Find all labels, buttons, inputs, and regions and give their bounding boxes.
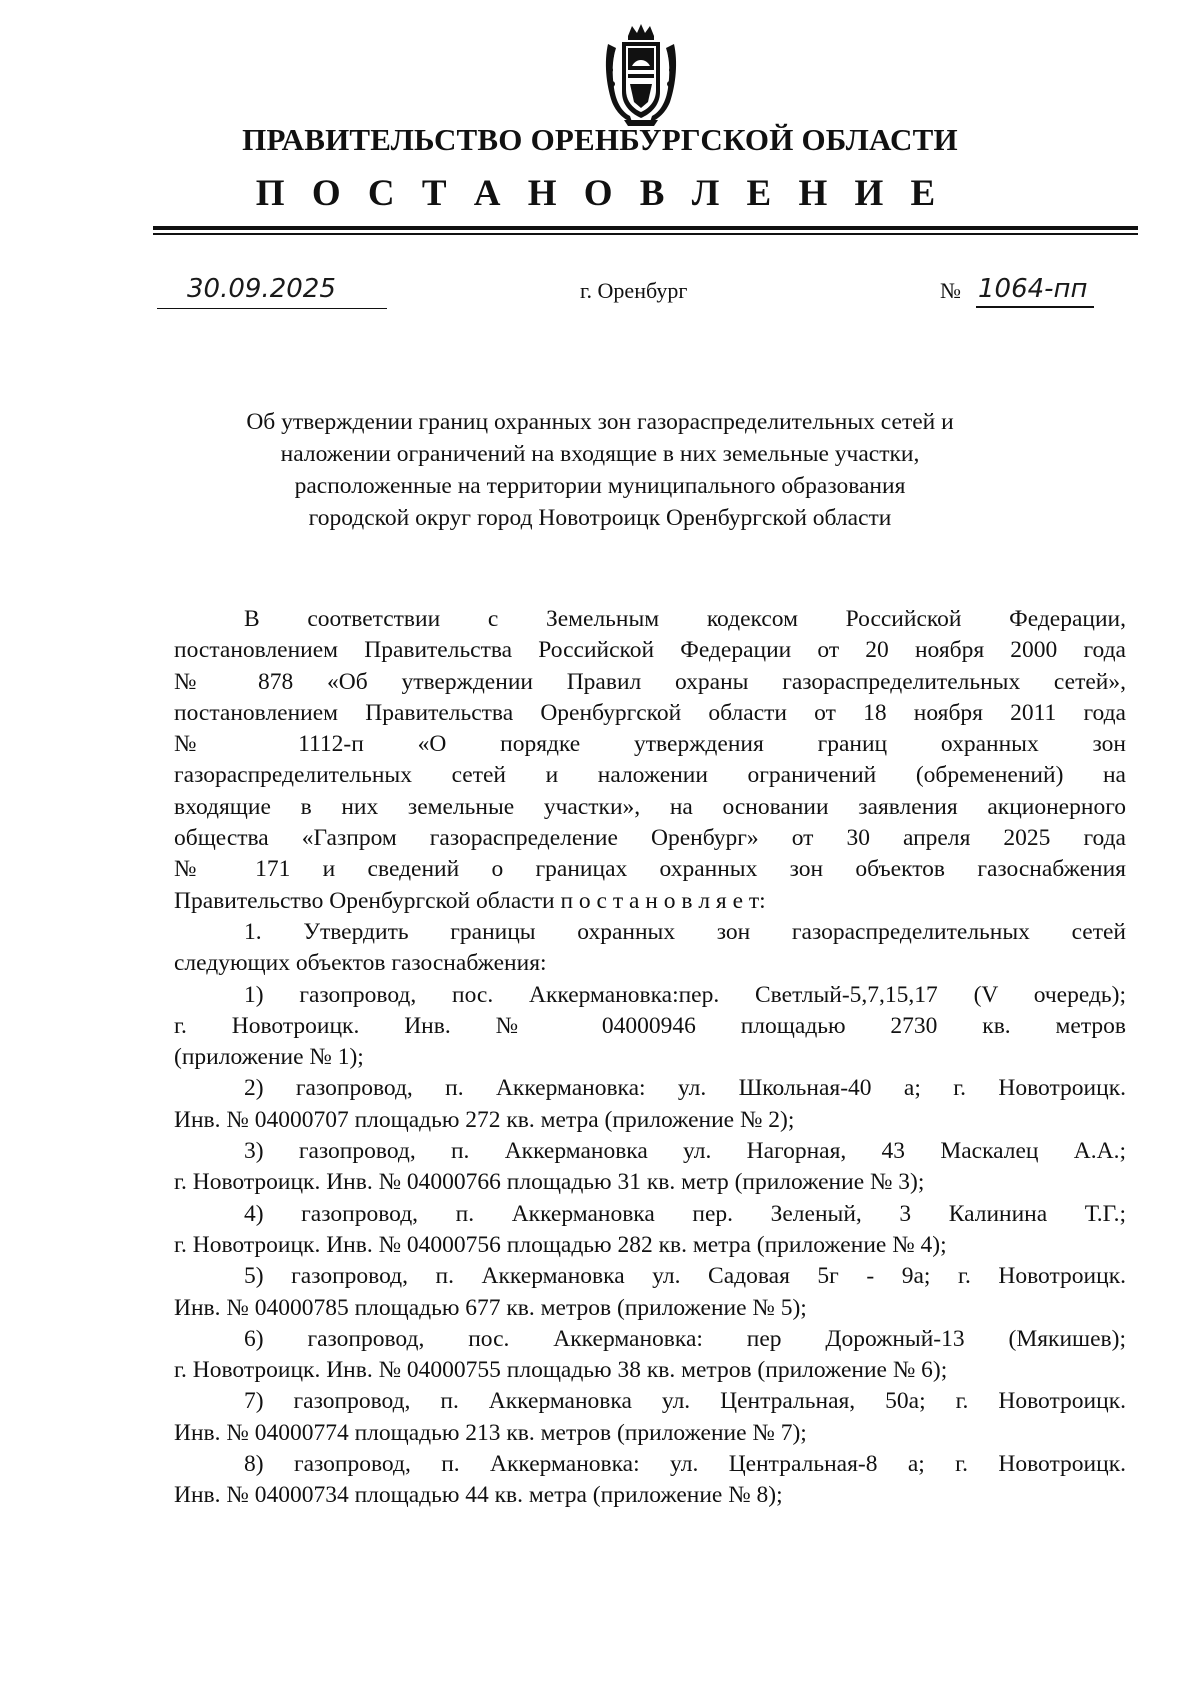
number-sign: № <box>940 278 961 303</box>
preamble-line: № 878 «Об утверждении Правил охраны газораспределительных сетей», <box>174 668 1126 695</box>
list-item-line: Инв. № 04000774 площадью 213 кв. метров (приложение № 7); <box>174 1419 807 1446</box>
document-number: 1064-пп <box>978 274 1088 304</box>
document-number-field <box>940 272 1120 308</box>
list-item-line: 1) газопровод, пос. Аккермановка:пер. Светлый-5,7,15,17 (V очередь); <box>244 981 1126 1008</box>
document-body <box>174 604 1126 1512</box>
list-item-line: г. Новотроицк. Инв. № 04000766 площадью 31 кв. метр (приложение № 3); <box>174 1169 925 1196</box>
header-divider-thin <box>153 233 1138 235</box>
preamble-line: № 171 и сведений о границах охранных зон объектов газоснабжения <box>174 856 1126 883</box>
preamble-line: входящие в них земельные участки», на основании заявления акционерного <box>174 793 1126 820</box>
header-divider-thick <box>153 226 1138 230</box>
preamble-line: газораспределительных сетей и наложении ограничений (обременений) на <box>174 762 1126 789</box>
list-item-line: г. Новотроицк. Инв. № 04000756 площадью 282 кв. метра (приложение № 4); <box>174 1231 947 1258</box>
preamble-line: общества «Газпром газораспределение Оренбург» от 30 апреля 2025 года <box>174 825 1126 852</box>
preamble-line: В соответствии с Земельным кодексом Российской Федерации, <box>244 606 1126 632</box>
list-item-line: 8) газопровод, п. Аккермановка: ул. Центральная-8 а; г. Новотроицк. <box>244 1451 1126 1478</box>
subject-line: городской округ город Новотроицк Оренбургской области <box>308 505 892 531</box>
preamble-line: постановлением Правительства Российской Федерации от 20 ноября 2000 года <box>174 637 1126 664</box>
list-item-line: Инв. № 04000785 площадью 677 кв. метров (приложение № 5); <box>174 1294 807 1321</box>
preamble-line: Правительство Оренбургской области п о с т а н о в л я е т: <box>174 887 766 914</box>
clause-line: 1. Утвердить границы охранных зон газораспределительных сетей <box>244 918 1126 945</box>
list-item-line: (приложение № 1); <box>174 1044 364 1071</box>
list-item-line: г. Новотроицк. Инв. № 04000755 площадью 38 кв. метров (приложение № 6); <box>174 1357 948 1384</box>
preamble-line: постановлением Правительства Оренбургской области от 18 ноября 2011 года <box>174 699 1126 726</box>
document-subject <box>150 406 1050 534</box>
organization-title: ПРАВИТЕЛЬСТВО ОРЕНБУРГСКОЙ ОБЛАСТИ <box>242 122 958 157</box>
list-item-line: 3) газопровод, п. Аккермановка ул. Нагорная, 43 Маскалец А.А.; <box>244 1138 1126 1165</box>
number-underline <box>976 306 1094 308</box>
list-item-line: 4) газопровод, п. Аккермановка пер. Зеленый, 3 Калинина Т.Г.; <box>244 1200 1126 1227</box>
list-item-line: 7) газопровод, п. Аккермановка ул. Центральная, 50а; г. Новотроицк. <box>244 1388 1126 1415</box>
subject-line: наложении ограничений на входящие в них земельные участки, <box>280 441 920 467</box>
subject-line: Об утверждении границ охранных зон газораспределительных сетей и <box>246 409 954 435</box>
list-item-line: г. Новотроицк. Инв. № 04000946 площадью 2730 кв. метров <box>174 1012 1126 1039</box>
list-item-line: 2) газопровод, п. Аккермановка: ул. Школьная-40 а; г. Новотроицк. <box>244 1075 1126 1102</box>
list-item-line: Инв. № 04000734 площадью 44 кв. метра (приложение № 8); <box>174 1482 783 1509</box>
preamble-line: № 1112-п «О порядке утверждения границ охранных зон <box>174 731 1126 758</box>
list-item-line: Инв. № 04000707 площадью 272 кв. метра (приложение № 2); <box>174 1106 795 1133</box>
document-city: г. Оренбург <box>580 278 688 303</box>
coat-of-arms-icon <box>602 22 680 128</box>
list-item-line: 6) газопровод, пос. Аккермановка: пер Дорожный-13 (Мякишев); <box>244 1325 1126 1352</box>
document-date-field <box>157 272 387 309</box>
document-type-title: П О С Т А Н О В Л Е Н И Е <box>255 173 945 214</box>
subject-line: расположенные на территории муниципального образования <box>294 473 906 499</box>
list-item-line: 5) газопровод, п. Аккермановка ул. Садовая 5г - 9а; г. Новотроицк. <box>244 1263 1126 1290</box>
document-date: 30.09.2025 <box>187 274 336 304</box>
clause-line: следующих объектов газоснабжения: <box>174 950 547 977</box>
